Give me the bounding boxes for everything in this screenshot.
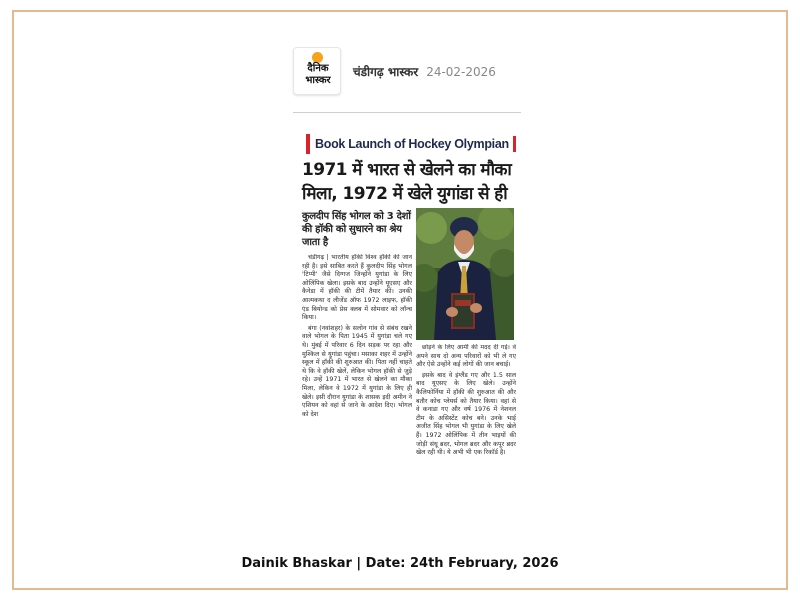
sun-icon xyxy=(312,52,323,63)
article-body-left xyxy=(302,254,412,544)
article-headline: 1971 में भारत से खेलने का मौका मिला, 1972 में खेले युगांडा से ही xyxy=(302,160,512,204)
body-paragraph: छोड़ने के लिए आर्मी की मदद दी गई। वे अपने साथ दो अन्य परिवारों को भी ले गए और ऐसे उन्होंने कई लोगों की जान बचाई। xyxy=(416,344,516,369)
masthead xyxy=(293,47,523,99)
article-photo xyxy=(416,208,514,340)
edition-date: 24-02-2026 xyxy=(426,65,496,79)
body-paragraph: बंगा (नवांशहर) के सलोन गांव से संबंध रखने वाले भोगल के पिता 1945 में युगांडा चले गए थे। मुंबई में परिवार 6 दिन सड़क पर रहा और मुश्किल से युगांडा पहुंचा। मसाका शहर में उन्होंने स्कूल में हॉकी की शुरुआत की। पिता नहीं चाहते थे कि वे हॉकी खेलें, लेकिन भोगल हॉकी से जुड़े रहे। उन्हें 1971 में भारत से खेलने का मौका मिला, लेकिन वे 1972 में युगांडा के लिए ही खेले। इसी दौरान युगांडा के शासक इदी अमीन ने एशियन को वहां से जाने के आदेश दिए। भोगल को देश xyxy=(302,324,412,418)
publication-info xyxy=(353,63,496,80)
body-paragraph: इसके बाद वे इंग्लैंड गए और 1.5 साल बाद यूएसए के लिए खेले। उन्होंने कैलिफोर्निया में हॉकी की शुरुआत की और बतौर कोच प्लेयर्स को तैयार किया। वहां से वे कनाडा गए और वर्ष 1976 में नेशनल टीम के असिस्टेंट कोच बने। उनके भाई अजीत सिंह भोगल भी युगांडा के लिए खेले हैं। 1972 ओलिंपिक में तीन भाइयों की जोड़ी संधू ब्रदर, भोगल ब्रदर और कपूर ब्रदर खेल रही थी। ये अभी भी एक रिकॉर्ड है। xyxy=(416,371,516,457)
logo-line-1: दैनिक xyxy=(307,63,329,74)
body-paragraph: चंडीगढ़ | भारतीय हॉकी विश्व हॉकी की जान रही है। इसे साबित करते हैं कुलदीप सिंह भोगल 'टिप्पी' जैसे दिग्गज जिन्होंने युगांडा के लिए ओलिंपिक खेला। इसके बाद उन्होंने यूएसए और कैनेडा में हॉकी की टीमें तैयार कीं। उनकी आत्मकथा द लीजेंड ऑफ 1972 लाइफ, हॉकी एंड बियोन्ड को प्रेस क्लब में सोमवार को लॉन्च किया। xyxy=(302,254,412,322)
source-caption: Dainik Bhaskar | Date: 24th February, 2026 xyxy=(241,556,559,571)
article-subhead: कुलदीप सिंह भोगल को 3 देशों की हॉकी को सुधारने का श्रेय जाता है xyxy=(302,211,411,248)
dainik-bhaskar-logo xyxy=(293,47,341,95)
news-clipping xyxy=(296,130,522,548)
header-divider xyxy=(293,112,521,113)
article-body-right xyxy=(416,344,516,544)
edition-city: चंडीगढ़ भास्कर xyxy=(353,65,419,79)
article-kicker: Book Launch of Hockey Olympian xyxy=(306,134,516,154)
logo-line-2: भास्कर xyxy=(305,75,331,86)
